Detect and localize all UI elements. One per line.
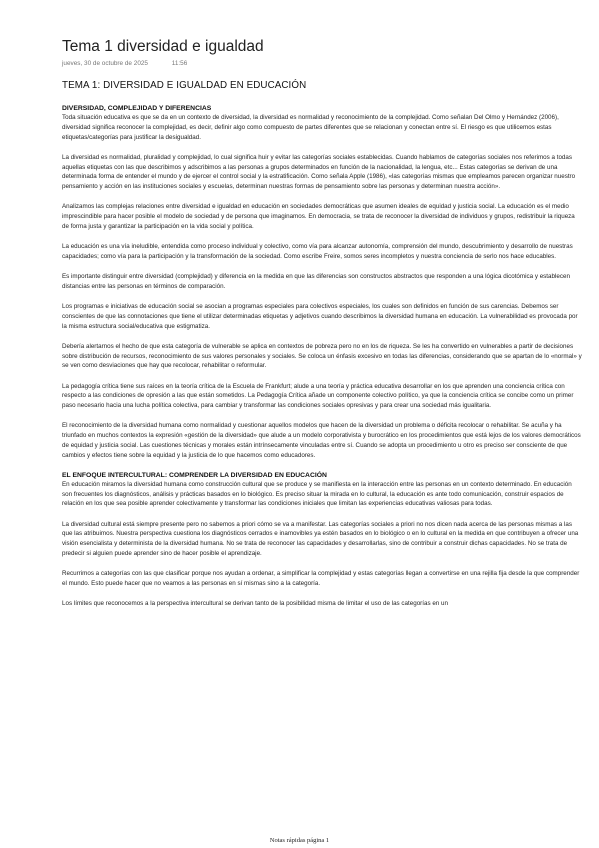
paragraph: La educación es una vía ineludible, entendida como proceso individual y colectivo, como vía para alcanzar autonomía, comprensión del mundo, descubrimiento y desarrollo de nuestras capacidades; como vía para la participación y la transformación de la sociedad. Como escribe Freire, somos seres incompletos y nuestra conciencia de serlo nos hace educables. — [62, 243, 573, 260]
paragraph: Los programas e iniciativas de educación social se asocian a programas especiales para colectivos especiales, los cuales son definidos en función de sus carencias. Debemos ser conscientes de que las connotaciones que tiene el utilizar determinadas etiquetas y adjetivos cuando describimos la diversidad humana en educación. La vulnerabilidad es provocada por la misma estructura social/educativa que estigmatiza. — [62, 303, 578, 330]
paragraph: La diversidad es normalidad, pluralidad y complejidad, lo cual significa huir y evitar las categorías sociales establecidas. Cuando hablamos de categorías sociales nos referimos a todas aquellas etiquetas con las que describimos y adscribimos a las personas a grupos determinados en función de la nacionalidad, la lengua, etc... Estas categorías se derivan de una determinada forma de entender el mundo y de ejercer el control social y la estratificación. Como señala Apple (1986), «las categorías mismas que empleamos parecen organizar nuestro pensamiento y acción en las instituciones sociales y escuelas, determinan nuestras formas de pensamiento sobre las personas y determinan nuestra acción». — [62, 153, 576, 190]
paragraph: En educación miramos la diversidad humana como construcción cultural que se produce y se manifiesta en la interacción entre las personas en un contexto determinado. En educación son frecuentes los diagnósticos, análisis y prácticas basados en lo biológico. Es preciso situar la mirada en lo cultural, la educación es ante todo comunicación, construir espacios de relación en los que sea posible aprender colectivamente y transformar las condiciones iniciales que limitan las experiencias educativas valiosas para todas. — [62, 480, 572, 508]
paragraph: Toda situación educativa es que se da en un contexto de diversidad, la diversidad es normalidad y reconocimiento de la complejidad. Como señalan Del Olmo y Hernández (2006), diversidad significa reconocer la complejidad, es decir, definir algo como compuesto de partes diferentes que se relacionan y conectan entre sí. El riesgo es que utilicemos estas etiquetas/categorías para justificar la desigualdad. — [62, 114, 559, 141]
paragraph: Es importante distinguir entre diversidad (complejidad) y diferencia en la medida en que las diferencias son constructos abstractos que responden a una lógica dicotómica y establecen distancias entre las personas en términos de comparación. — [62, 273, 570, 290]
paragraph: Analizamos las complejas relaciones entre diversidad e igualdad en educación en sociedades democráticas que asumen ideales de equidad y justicia social. La educación es el medio imprescindible para hacer posible el modelo de sociedad y de persona que imaginamos. En democracia, se trata de reconocer la diversidad de individuos y grupos, redistribuir la riqueza de forma justa y garantizar la participación en la vida social y política. — [62, 203, 575, 230]
note-content — [62, 80, 582, 619]
paragraph: Recurrimos a categorías con las que clasificar porque nos ayudan a ordenar, a simplificar la complejidad y estas categorías llegan a convertirse en una rejilla fija desde la que comprender el mundo. Esto puede hacer que no veamos a las personas en sí mismas sino a la categoría. — [62, 570, 580, 587]
page-time: 11:56 — [171, 60, 188, 67]
paragraph: Debería alertarnos el hecho de que esta categoría de vulnerable se aplica en contextos de pobreza pero no en los de riqueza. Se les ha convertido en vulnerables a partir de decisiones sobre distribución de recursos, reconocimiento de sus valores personales y sociales. Se coloca un énfasis excesivo en todas las diferencias, considerando que se apartan de lo «normal» y se ven como desviaciones que hay que recolocar, rehabilitar o reformular. — [62, 342, 582, 370]
section-heading: EL ENFOQUE INTERCULTURAL: COMPRENDER LA DIVERSIDAD EN EDUCACIÓN — [62, 471, 327, 479]
paragraph: La pedagogía crítica tiene sus raíces en la teoría crítica de la Escuela de Frankfurt; alude a una teoría y práctica educativa desarrollar en los que aprenden una conciencia crítica con respecto a las condiciones de opresión a las que están sometidos. La Pedagogía Crítica añade un componente colectivo político, ya que la conciencia crítica se concibe como un primer paso necesario hacia una lucha política colectiva, para cambiar y transformar las condiciones sociales opresivas y para crear una sociedad más igualitaria. — [62, 382, 574, 409]
paragraph: El reconocimiento de la diversidad humana como normalidad y cuestionar aquellos modelos que hacen de la diversidad un problema o déficita recolocar o rehabilitar. Se acuña y ha triunfado en muchos contextos la expresión «gestión de la diversidad» que alude a un modelo corporativista y burocrático en los procedimientos que está lejos de los valores democráticos de equidad y justicia social. Las cuestiones técnicas y morales están intrínsecamente vinculadas entre sí. Cuando se adopta un procedimiento u otro es preciso ser consciente de que cambios y efectos tiene sobre la equidad y la justicia de lo que hacemos como educadores. — [62, 422, 581, 459]
page-footer: Notas rápidas página 1 — [269, 837, 330, 844]
page-meta — [62, 60, 187, 67]
main-heading: TEMA 1: DIVERSIDAD E IGUALDAD EN EDUCACIÓN — [62, 80, 307, 91]
section-heading: DIVERSIDAD, COMPLEJIDAD Y DIFERENCIAS — [62, 105, 212, 112]
paragraph: La diversidad cultural está siempre presente pero no sabemos a priori cómo se va a manifestar. Las categorías sociales a priori no nos dicen nada acerca de las personas mismas a las que las atribuimos. Nuestra perspectiva cuestiona los diagnósticos cerrados e inamovibles ya estén basados en lo biológico o en lo cultural en la medida en que contribuyen a ofrecer una visión esencialista y determinista de la diversidad humana. No se trata de reconocer las capacidades y desarrollarlas, sino de contribuir a construir dichas capacidades. No se trata de predecir si alguien puede aprender sino de hacer posible el aprendizaje. — [62, 520, 579, 557]
page-title: Tema 1 diversidad e igualdad — [62, 38, 264, 55]
page-date: jueves, 30 de octubre de 2025 — [62, 60, 148, 67]
paragraph: Los límites que reconocemos a la perspectiva intercultural se derivan tanto de la posibilidad misma de limitar el uso de las categorías en un — [62, 600, 448, 607]
